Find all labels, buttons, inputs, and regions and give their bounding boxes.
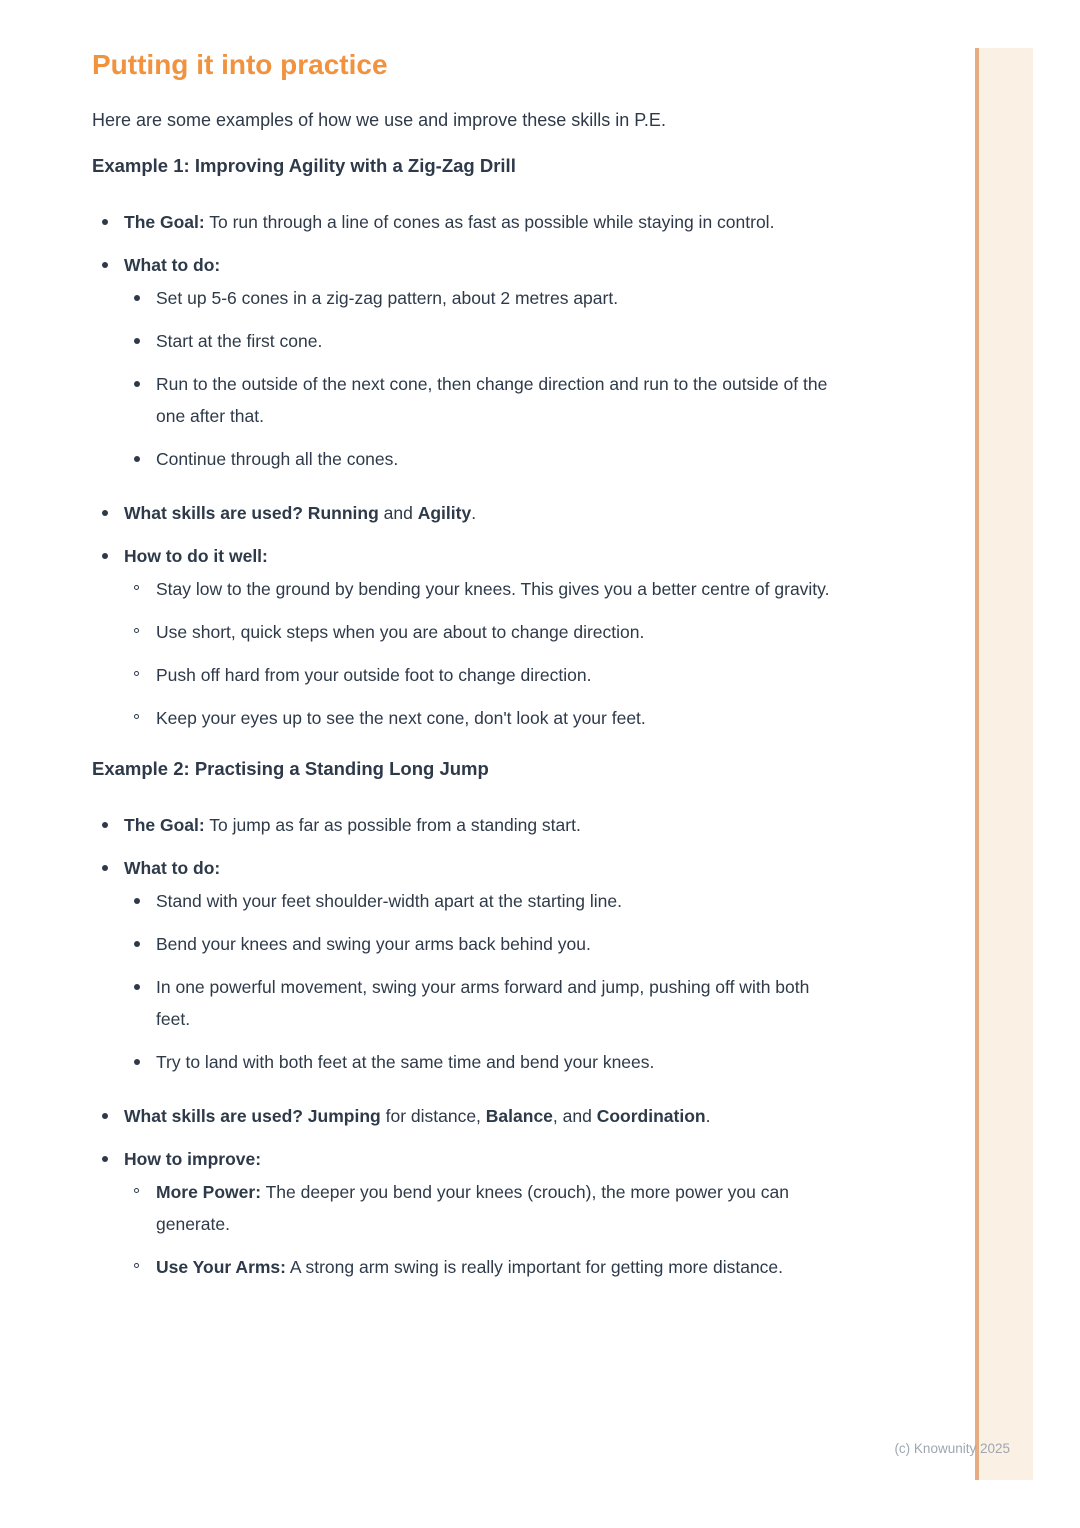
- text: A strong arm swing is really important for getting more distance.: [286, 1257, 784, 1277]
- sub-bullet-icon: [124, 928, 156, 947]
- list-item-text: [124, 1143, 836, 1294]
- side-accent-panel: [979, 48, 1033, 1480]
- text: Run to the outside of the next cone, then change direction and run to the outside of the one after that.: [156, 374, 828, 426]
- sub-bullet-icon: [124, 971, 156, 990]
- sub-bullet-icon: [124, 659, 156, 676]
- list-item-text: [124, 809, 836, 841]
- copyright-footer: (c) Knowunity 2025: [894, 1441, 1010, 1456]
- text: Use short, quick steps when you are about to change direction.: [156, 622, 645, 642]
- bold-text: Use Your Arms:: [156, 1257, 286, 1277]
- example-list: [92, 809, 836, 1294]
- bullet-icon: [92, 852, 124, 871]
- examples: [92, 154, 836, 1294]
- bullet-icon: [92, 497, 124, 516]
- sub-list-item: [124, 1046, 836, 1078]
- bold-text: The Goal:: [124, 212, 205, 232]
- sub-bullet-icon: [124, 1046, 156, 1065]
- bullet-icon: [92, 1143, 124, 1162]
- list-item: [92, 497, 836, 529]
- bold-text: More Power:: [156, 1182, 262, 1202]
- sub-list: [124, 282, 836, 475]
- list-item: [92, 540, 836, 745]
- sub-bullet-icon: [124, 1176, 156, 1193]
- text: for distance,: [380, 1106, 486, 1126]
- bold-text: Agility: [417, 503, 472, 523]
- bold-text: What to do:: [124, 255, 221, 275]
- sub-bullet-icon: [124, 573, 156, 590]
- sub-list-item-text: [156, 928, 836, 960]
- list-item: [92, 249, 836, 486]
- document-page: [92, 48, 836, 1305]
- sub-list-item: [124, 885, 836, 917]
- bold-text: What to do:: [124, 858, 221, 878]
- sub-list-item-text: [156, 1046, 836, 1078]
- list-item: [92, 809, 836, 841]
- sub-list-item-text: [156, 659, 836, 691]
- sub-list-item-text: [156, 325, 836, 357]
- sub-list-item-text: [156, 368, 836, 432]
- list-item-text: [124, 852, 836, 1089]
- text: Set up 5-6 cones in a zig-zag pattern, about 2 metres apart.: [156, 288, 619, 308]
- sub-bullet-icon: [124, 885, 156, 904]
- intro-paragraph: Here are some examples of how we use and improve these skills in P.E.: [92, 110, 666, 130]
- bullet-icon: [92, 540, 124, 559]
- sub-list-item: [124, 443, 836, 475]
- text: Stand with your feet shoulder-width apart at the starting line.: [156, 891, 622, 911]
- example-heading: Example 1: Improving Agility with a Zig-Zag Drill: [92, 155, 516, 176]
- text: .: [705, 1106, 711, 1126]
- text: and: [378, 503, 418, 523]
- sub-list-item-text: [156, 573, 836, 605]
- sub-list-item: [124, 659, 836, 691]
- sub-list-item-text: [156, 702, 836, 734]
- sub-bullet-icon: [124, 325, 156, 344]
- sub-list-item-text: [156, 443, 836, 475]
- sub-list-item-text: [156, 282, 836, 314]
- sub-bullet-icon: [124, 282, 156, 301]
- sub-bullet-icon: [124, 1251, 156, 1268]
- list-item: [92, 1143, 836, 1294]
- list-item-text: [124, 540, 836, 745]
- sub-list-item-text: [156, 885, 836, 917]
- text: .: [471, 503, 477, 523]
- list-item-text: [124, 249, 836, 486]
- sub-list-item: [124, 282, 836, 314]
- sub-list-item: [124, 928, 836, 960]
- bold-text: How to improve:: [124, 1149, 262, 1169]
- text: , and: [552, 1106, 597, 1126]
- sub-bullet-icon: [124, 616, 156, 633]
- bullet-icon: [92, 1100, 124, 1119]
- sub-list-item: [124, 1176, 836, 1240]
- sub-list-item-text: [156, 1251, 836, 1283]
- sub-bullet-icon: [124, 443, 156, 462]
- page-title: Putting it into practice: [92, 49, 388, 80]
- text: Keep your eyes up to see the next cone, don't look at your feet.: [156, 708, 646, 728]
- sub-list: [124, 1176, 836, 1283]
- bold-text: What skills are used? Running: [124, 503, 379, 523]
- list-item-text: [124, 497, 836, 529]
- bold-text: The Goal:: [124, 815, 205, 835]
- bullet-icon: [92, 206, 124, 225]
- list-item: [92, 852, 836, 1089]
- list-item: [92, 1100, 836, 1132]
- text: Start at the first cone.: [156, 331, 323, 351]
- example-heading: Example 2: Practising a Standing Long Jump: [92, 758, 489, 779]
- sub-list-item-text: [156, 1176, 836, 1240]
- sub-list-item: [124, 368, 836, 432]
- text: In one powerful movement, swing your arms forward and jump, pushing off with both feet.: [156, 977, 810, 1029]
- sub-list-item: [124, 573, 836, 605]
- bullet-icon: [92, 809, 124, 828]
- side-accent-line: [975, 48, 979, 1480]
- example-list: [92, 206, 836, 745]
- bold-text: What skills are used? Jumping: [124, 1106, 381, 1126]
- sub-list-item: [124, 971, 836, 1035]
- text: Bend your knees and swing your arms back behind you.: [156, 934, 591, 954]
- list-item: [92, 206, 836, 238]
- sub-list: [124, 573, 836, 734]
- sub-bullet-icon: [124, 368, 156, 387]
- text: The deeper you bend your knees (crouch), the more power you can generate.: [156, 1182, 789, 1234]
- sub-list-item-text: [156, 971, 836, 1035]
- sub-bullet-icon: [124, 702, 156, 719]
- list-item-text: [124, 1100, 836, 1132]
- bold-text: Balance: [485, 1106, 553, 1126]
- list-item-text: [124, 206, 836, 238]
- bold-text: Coordination: [596, 1106, 706, 1126]
- text: Push off hard from your outside foot to change direction.: [156, 665, 592, 685]
- text: Stay low to the ground by bending your knees. This gives you a better centre of gravity.: [156, 579, 830, 599]
- sub-list-item: [124, 616, 836, 648]
- text: To run through a line of cones as fast as possible while staying in control.: [204, 212, 775, 232]
- sub-list-item: [124, 325, 836, 357]
- sub-list: [124, 885, 836, 1078]
- text: Continue through all the cones.: [156, 449, 399, 469]
- bullet-icon: [92, 249, 124, 268]
- sub-list-item: [124, 702, 836, 734]
- sub-list-item: [124, 1251, 836, 1283]
- text: To jump as far as possible from a standing start.: [204, 815, 581, 835]
- bold-text: How to do it well:: [124, 546, 268, 566]
- sub-list-item-text: [156, 616, 836, 648]
- text: Try to land with both feet at the same time and bend your knees.: [156, 1052, 655, 1072]
